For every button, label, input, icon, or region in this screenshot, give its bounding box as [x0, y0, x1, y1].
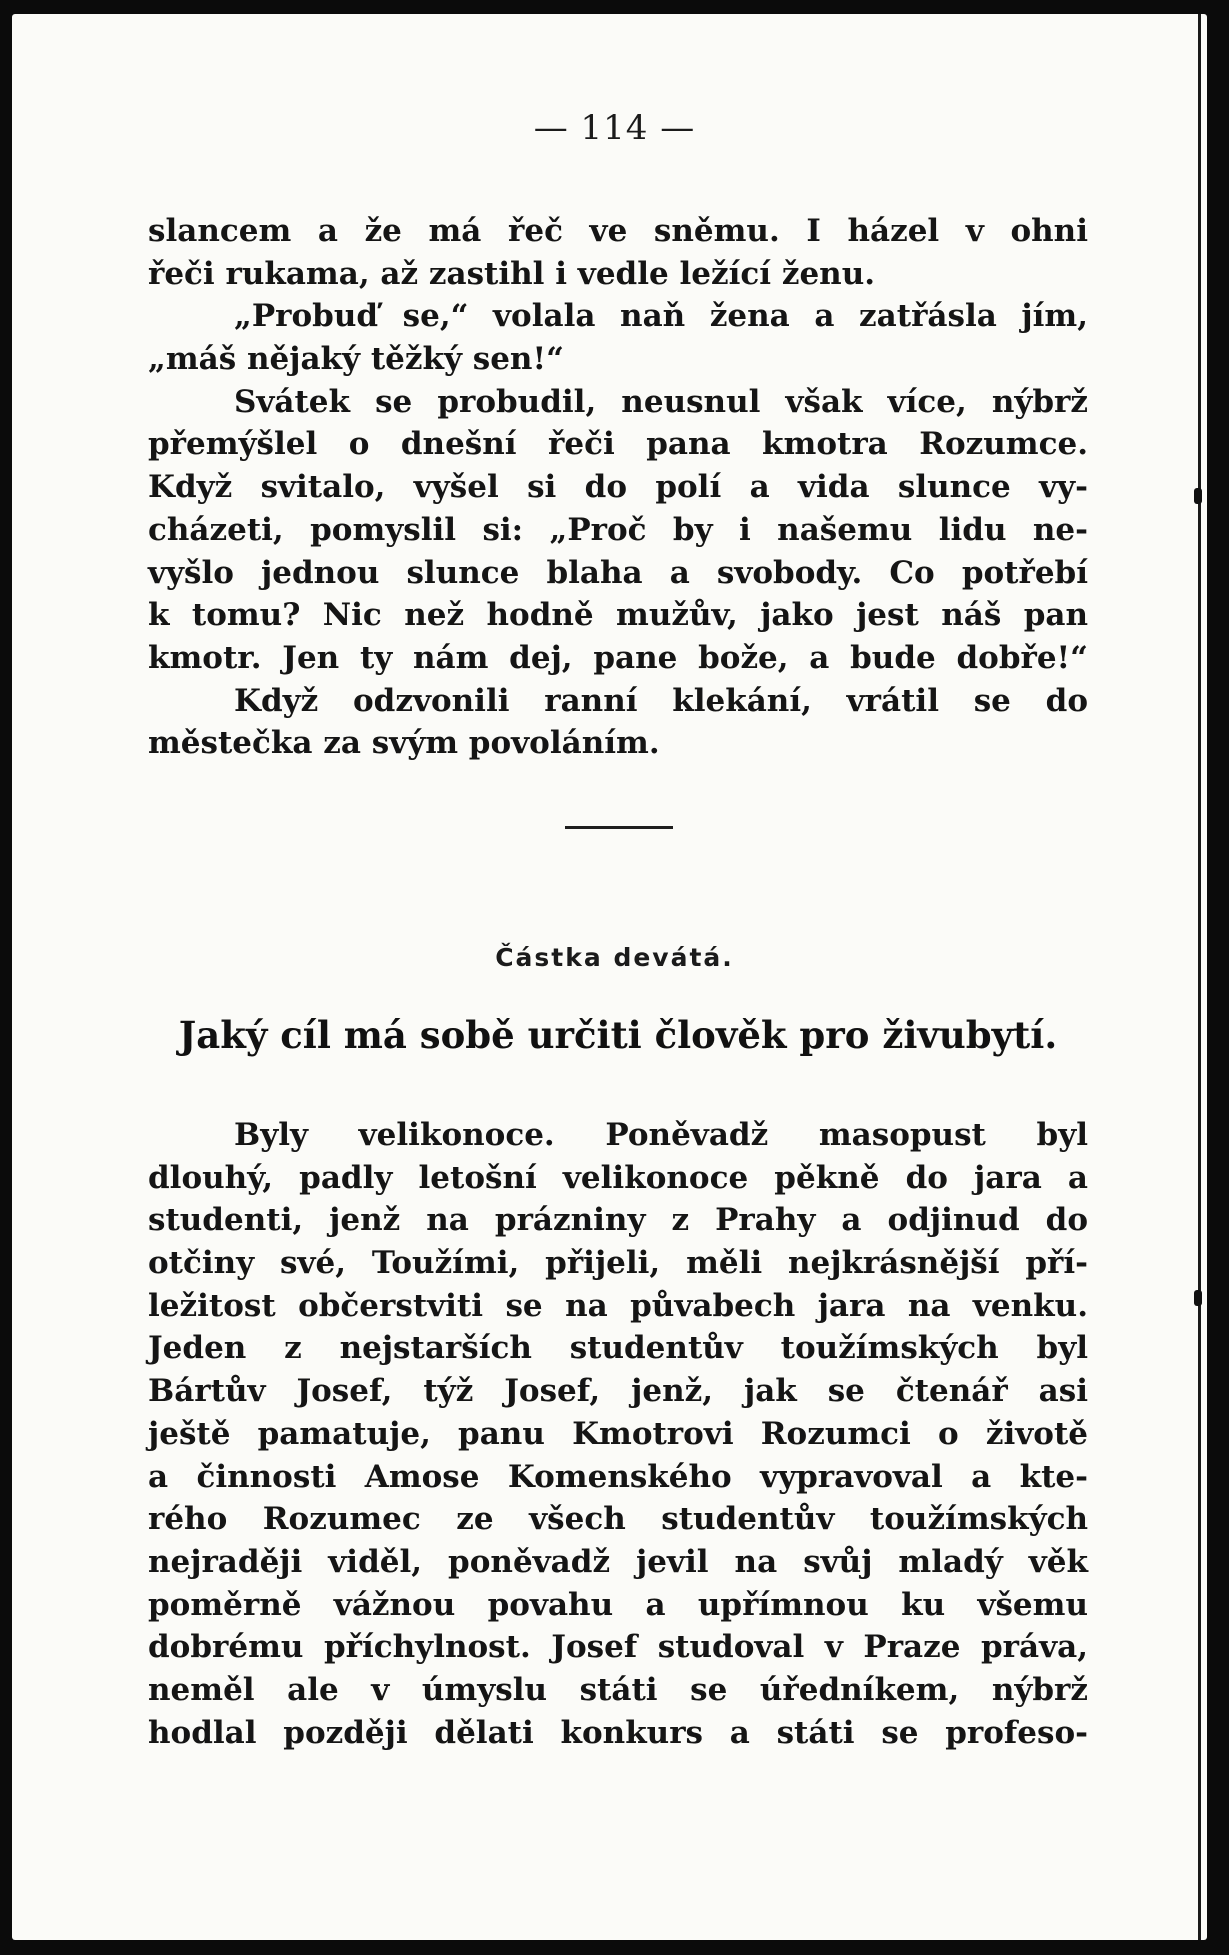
- section-label: Částka devátá.: [495, 943, 734, 972]
- text-line: rého Rozumec ze všech studentův toužímských: [148, 1501, 1088, 1538]
- text-line: nejraději viděl, poněvadž jevil na svůj mladý věk: [148, 1543, 1088, 1580]
- top-paragraph: [148, 210, 1088, 765]
- text-line: otčiny své, Toužími, přijeli, měli nejkrásnější pří-: [148, 1245, 1088, 1282]
- text-line: hodlal později dělati konkurs a státi se profeso-: [148, 1714, 1088, 1751]
- text-line: a činnosti Amose Komenského vypravoval a kte-: [148, 1458, 1088, 1495]
- text-line: dobrému příchylnost. Josef studoval v Praze práva,: [148, 1629, 1088, 1666]
- text-line: Bártův Josef, týž Josef, jenž, jak se čtenář asi: [148, 1373, 1088, 1410]
- chapter-title: Jaký cíl má sobě určiti člověk pro živubytí.: [178, 1013, 1058, 1057]
- binding-mark: [1194, 488, 1202, 504]
- text-line: Když odzvonili ranní klekání, vrátil se do: [234, 682, 1088, 719]
- text-line: neměl ale v úmyslu státi se úředníkem, nýbrž: [148, 1671, 1088, 1708]
- text-line: cházeti, pomyslil si: „Proč by i našemu lidu ne-: [148, 511, 1088, 548]
- text-line: přemýšlel o dnešní řeči pana kmotra Rozumce.: [148, 426, 1088, 463]
- text-line: Byly velikonoce. Poněvadž masopust byl: [234, 1117, 1088, 1153]
- text-line: dlouhý, padly letošní velikonoce pěkně do jara a: [148, 1159, 1088, 1196]
- text-line: kmotr. Jen ty nám dej, pane bože, a bude dobře!“: [148, 639, 1088, 676]
- text-line: vyšlo jednou slunce blaha a svobody. Co potřebí: [148, 554, 1088, 591]
- bottom-paragraph: [148, 1114, 1088, 1754]
- text-line: Jeden z nejstarších studentův toužímských byl: [148, 1330, 1088, 1367]
- text-line: městečka za svým povoláním.: [148, 725, 660, 762]
- text-line: ležitost občerstviti se na půvabech jara na venku.: [148, 1287, 1088, 1324]
- text-line: „Probuď se,“ volala naň žena a zatřásla jím,: [234, 298, 1088, 335]
- text-line: „máš nějaký těžký sen!“: [148, 341, 564, 378]
- text-line: ještě pamatuje, panu Kmotrovi Rozumci o životě: [148, 1415, 1088, 1452]
- text-line: studenti, jenž na prázniny z Prahy a odjinud do: [148, 1202, 1088, 1239]
- binding-mark: [1194, 1290, 1202, 1306]
- text-line: k tomu? Nic než hodně mužův, jako jest náš pan: [148, 597, 1088, 634]
- section-separator: [565, 826, 673, 829]
- page-number: — 114 —: [533, 108, 696, 148]
- text-line: poměrně vážnou povahu a upřímnou ku všemu: [148, 1586, 1088, 1623]
- text-line: Svátek se probudil, neusnul však více, nýbrž: [234, 383, 1088, 420]
- page-edge: [1198, 14, 1201, 1940]
- text-line: Když svitalo, vyšel si do polí a vida slunce vy-: [148, 469, 1088, 506]
- text-line: řeči rukama, až zastihl i vedle ležící ženu.: [148, 255, 876, 292]
- text-line: slancem a že má řeč ve sněmu. I házel v ohni: [148, 213, 1088, 249]
